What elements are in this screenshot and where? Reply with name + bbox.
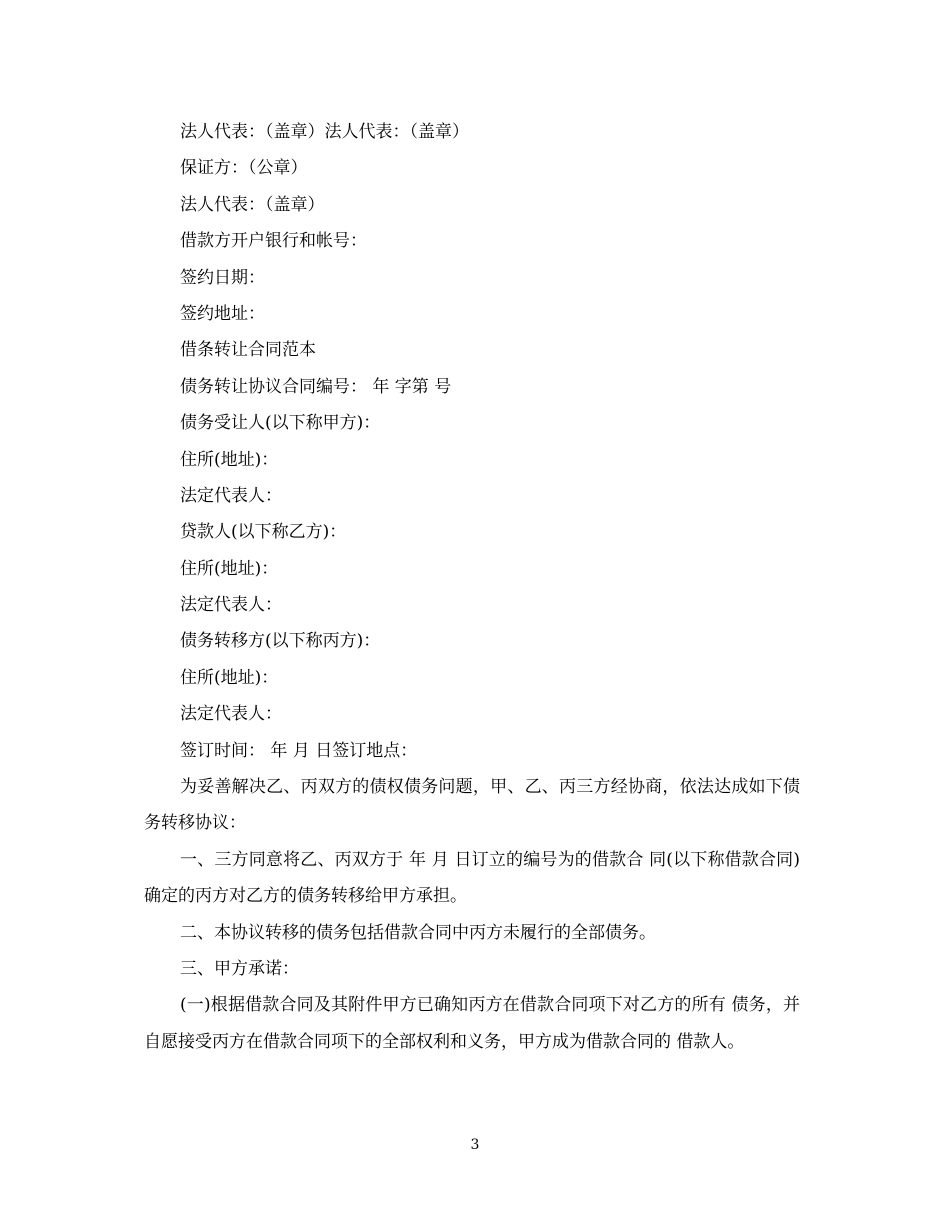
signing-date-line: 签约日期： [180, 267, 265, 288]
party-b-line: 贷款人(以下称乙方)： [180, 522, 347, 543]
party-a-rep-line: 法定代表人： [180, 485, 282, 506]
document-body [144, 114, 800, 1060]
party-c-rep-line: 法定代表人： [180, 704, 282, 725]
page-number: 3 [470, 1137, 480, 1153]
party-b-rep-line: 法定代表人： [180, 595, 282, 616]
clause-2-paragraph: 二、本协议转移的债务包括借款合同中丙方未履行的全部债务。 [180, 922, 656, 943]
party-c-line: 债务转移方(以下称丙方)： [180, 631, 381, 652]
party-c-address-line: 住所(地址)： [180, 667, 279, 688]
signing-time-place-line: 签订时间： 年 月 日签订地点： [180, 740, 418, 761]
signing-address-line: 签约地址： [180, 303, 265, 324]
guarantor-line: 保证方：（公章） [180, 158, 308, 179]
party-a-address-line: 住所(地址)： [180, 449, 279, 470]
bank-account-line: 借款方开户银行和帐号： [180, 231, 367, 252]
clause-3-heading: 三、甲方承诺： [180, 959, 299, 980]
section-title: 借条转让合同范本 [180, 340, 316, 361]
signature-line-legal-reps: 法人代表：（盖章）法人代表：（盖章） [180, 122, 469, 142]
legal-rep-line: 法人代表：（盖章） [180, 194, 325, 215]
clause-1-paragraph: 一、三方同意将乙、丙双方于 年 月 日订立的编号为的借款合 同(以下称借款合同)确定的丙方对乙方的债务转移给甲方承担。 [144, 849, 800, 907]
contract-number-line: 债务转让协议合同编号： 年 字第 号 [180, 376, 452, 397]
clause-3-1-paragraph: (一)根据借款合同及其附件甲方已确知丙方在借款合同项下对乙方的所有 债务，并自愿接受丙方在借款合同项下的全部权利和义务，甲方成为借款合同的 借款人。 [144, 995, 800, 1052]
preamble-paragraph: 为妥善解决乙、丙双方的债权债务问题，甲、乙、丙三方经协商，依法达成如下债务转移协议： [144, 777, 800, 834]
party-b-address-line: 住所(地址)： [180, 558, 279, 579]
party-a-line: 债务受让人(以下称甲方)： [180, 413, 381, 434]
